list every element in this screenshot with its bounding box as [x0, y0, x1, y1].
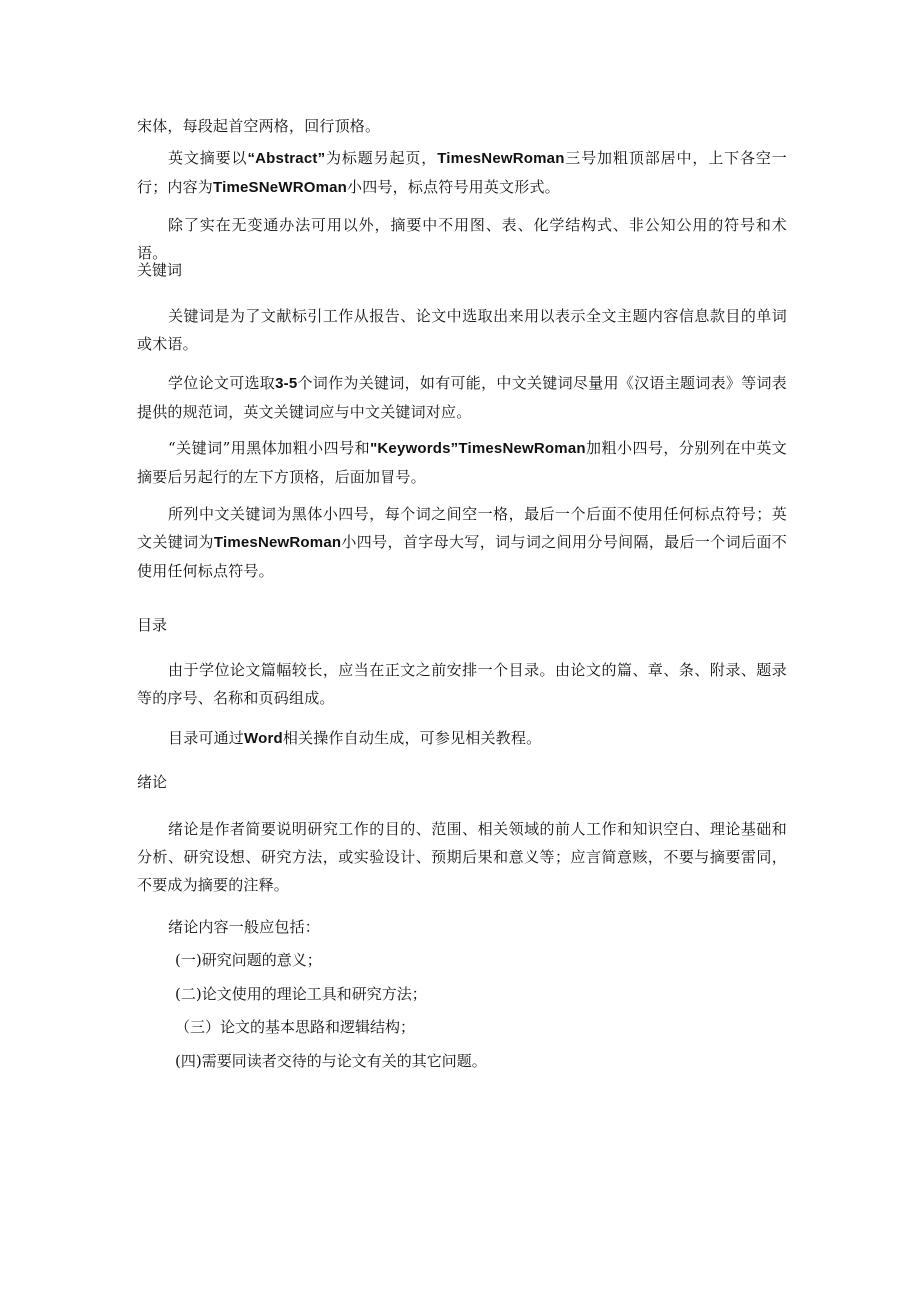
list-item: (四)需要同读者交待的与论文有关的其它问题。: [175, 1052, 487, 1070]
list-item: (一)研究问题的意义；: [175, 951, 322, 969]
text-run: 小四号，标点符号用英文形式。: [347, 178, 560, 196]
text-run: 个词作为关键词，如有可能，中文关键词尽量用《汉语主题词表》等词表提供的规范词，英文关键词应与中文关键词对应。: [137, 374, 787, 421]
text-run: 英文摘要以: [168, 149, 248, 167]
keyword-range: 3-5: [275, 375, 298, 392]
paragraph-introduction-contents: 绪论内容一般应包括：: [168, 918, 321, 936]
text-run: 三号加粗顶部居中，上下各空一行；内容为: [137, 149, 787, 196]
text-run: “关键词”用黑体加粗小四号和: [168, 439, 371, 457]
paragraph-abstract-restrictions: 除了实在无变通办法可用以外，摘要中不用图、表、化学结构式、非公知公用的符号和术语。: [137, 216, 787, 262]
text-run: 加粗小四号，分别列在中英文摘要后另起行的左下方顶格，后面加冒号。: [137, 439, 788, 486]
text-run: 学位论文可选取: [168, 374, 276, 392]
text-run: 相关操作自动生成，可参见相关教程。: [282, 729, 542, 747]
abstract-term: “Abstract”: [247, 150, 326, 167]
paragraph-keywords-separator: [137, 500, 787, 585]
font-name: TimeSNeWROman: [213, 179, 348, 196]
list-item: （三）论文的基本思路和逻辑结构；: [175, 1018, 416, 1036]
paragraph-font-rule: 宋体，每段起首空两格，回行顶格。: [137, 117, 381, 135]
font-name: TimesNewRoman: [437, 150, 565, 167]
font-name: "Keywords”TimesNewRoman: [370, 440, 586, 457]
text-run: 为标题另起页，: [325, 149, 438, 167]
heading-toc: 目录: [137, 616, 168, 634]
paragraph-toc-definition: 由于学位论文篇幅较长，应当在正文之前安排一个目录。由论文的篇、章、条、附录、题录等的序号、名称和页码组成。: [137, 661, 787, 707]
heading-keywords: 关键词: [137, 261, 183, 279]
text-run: 目录可通过: [168, 729, 245, 747]
paragraph-abstract-format: [137, 144, 787, 202]
font-name: TimesNewRoman: [213, 534, 342, 551]
paragraph-keywords-definition: 关键词是为了文献标引工作从报告、论文中选取出来用以表示全文主题内容信息款目的单词或术语。: [137, 307, 787, 353]
list-item: (二)论文使用的理论工具和研究方法；: [175, 985, 427, 1003]
heading-introduction: 绪论: [137, 773, 168, 791]
text-run: 小四号，首字母大写，词与词之间用分号间隔，最后一个词后面不使用任何标点符号。: [137, 533, 787, 580]
paragraph-keywords-format: [137, 434, 787, 491]
paragraph-toc-generation: [137, 724, 787, 753]
paragraph-introduction-definition: 绪论是作者简要说明研究工作的目的、范围、相关领域的前人工作和知识空白、理论基础和分析、研究设想、研究方法，或实验设计、预期后果和意义等；应言简意赅，不要与摘要雷同，不要成为摘要的注释。: [137, 820, 787, 894]
text-run: 所列中文关键词为黑体小四号，每个词之间空一格，最后一个后面不使用任何标点符号；英文关键词为: [137, 505, 787, 551]
app-name: Word: [244, 730, 283, 747]
paragraph-keywords-count: [137, 369, 787, 426]
